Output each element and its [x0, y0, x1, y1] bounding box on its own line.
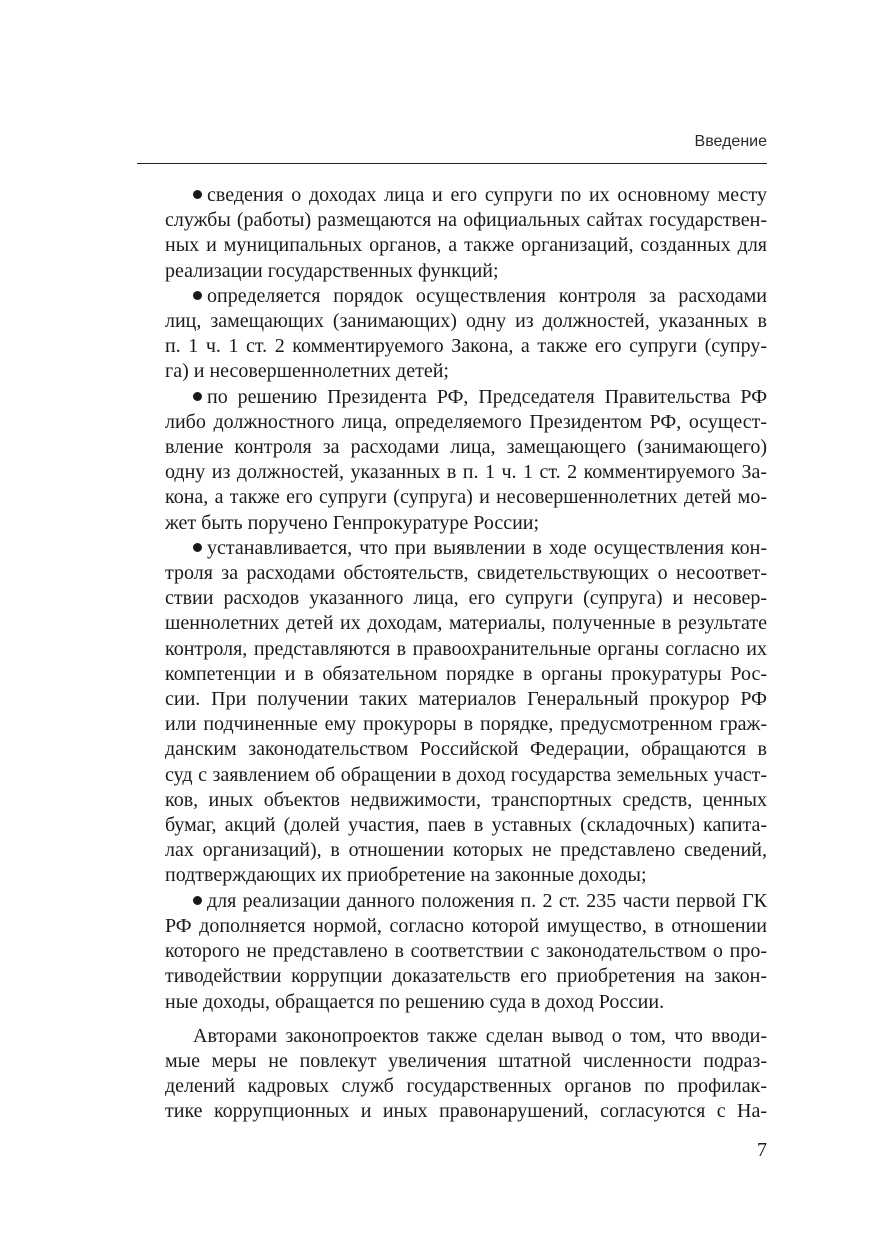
text-line: ные доходы, обращается по решению суда в доход России.	[165, 990, 665, 1013]
text-line: либо должностного лица, определяемого Президентом РФ, осущест-	[165, 410, 767, 433]
text-line: РФ дополняется нормой, согласно которой имущество, в отношении	[165, 914, 767, 937]
text-line: тике коррупционных и иных правонарушений, согласуются с На-	[165, 1100, 767, 1123]
bullet-icon	[193, 392, 202, 401]
text-line: для реализации данного положения п. 2 ст. 235 части первой ГК	[137, 889, 767, 914]
bullet-icon	[193, 291, 202, 300]
text-line: п. 1 ч. 1 ст. 2 комментируемого Закона, а также его супруги (супру-	[165, 335, 767, 358]
text-line: подтверждающих их приобретение на законные доходы;	[165, 864, 647, 887]
bullet-icon	[193, 896, 202, 905]
text-line: компетенции и в обязательном порядке в органы прокуратуры Рос-	[165, 662, 767, 685]
bullet-paragraph	[137, 284, 767, 385]
paragraph	[137, 1024, 767, 1125]
body-text	[137, 183, 767, 1125]
page-number: 7	[757, 1139, 767, 1161]
bullet-paragraph	[137, 536, 767, 889]
text-line: лах организаций), в отношении которых не представлено сведений,	[165, 839, 767, 862]
text-line: вление контроля за расходами лица, замещающего (занимающего)	[165, 436, 767, 459]
text-line: жет быть поручено Генпрокуратуре России;	[165, 511, 540, 534]
text-line: суд с заявлением об обращении в доход государства земельных участ-	[165, 763, 767, 786]
text-line: службы (работы) размещаются на официальных сайтах государствен-	[165, 209, 767, 232]
text-line: контроля, представляются в правоохранительные органы согласно их	[165, 637, 767, 660]
text-line: бумаг, акций (долей участия, паев в уставных (складочных) капита-	[165, 814, 767, 837]
text-line: определяется порядок осуществления контроля за расходами	[137, 284, 767, 309]
text-line: Авторами законопроектов также сделан вывод о том, что вводи-	[193, 1024, 767, 1047]
bullet-paragraph	[137, 183, 767, 284]
text-line: тиводействии коррупции доказательств его приобретения на закон-	[165, 965, 767, 988]
bullet-icon	[193, 190, 202, 199]
bullet-paragraph	[137, 889, 767, 1015]
bullet-paragraph	[137, 385, 767, 536]
text-line: реализации государственных функций;	[165, 259, 499, 282]
text-line: га) и несовершеннолетних детей;	[165, 360, 449, 383]
text-line: данским законодательством Российской Федерации, обращаются в	[165, 738, 767, 761]
text-line: ных и муниципальных органов, а также организаций, созданных для	[165, 234, 767, 257]
text-line: сии. При получении таких материалов Генеральный прокурор РФ	[165, 688, 767, 711]
header-rule	[137, 163, 767, 164]
text-line: которого не представлено в соответствии с законодательством о про-	[165, 940, 767, 963]
text-line: троля за расходами обстоятельств, свидетельствующих о несоответ-	[165, 562, 767, 585]
text-line: кона, а также его супруги (супруга) и несовершеннолетних детей мо-	[165, 486, 767, 509]
text-line: сведения о доходах лица и его супруги по их основному месту	[137, 183, 767, 208]
text-line: шеннолетних детей их доходам, материалы, полученные в результате	[165, 612, 767, 635]
text-line: по решению Президента РФ, Председателя Правительства РФ	[137, 385, 767, 410]
bullet-icon	[193, 543, 202, 552]
text-line: устанавливается, что при выявлении в ходе осуществления кон-	[137, 536, 767, 561]
text-line: одну из должностей, указанных в п. 1 ч. 1 ст. 2 комментируемого За-	[165, 461, 767, 484]
running-header-title: Введение	[694, 133, 767, 150]
text-line: ков, иных объектов недвижимости, транспортных средств, ценных	[165, 788, 767, 811]
text-line: или подчиненные ему прокуроры в порядке, предусмотренном граж-	[165, 713, 767, 736]
text-line: делений кадровых служб государственных органов по профилак-	[165, 1075, 767, 1098]
text-line: ствии расходов указанного лица, его супруги (супруга) и несовер-	[165, 587, 767, 610]
text-line: лиц, замещающих (занимающих) одну из должностей, указанных в	[165, 310, 767, 333]
text-line: мые меры не повлекут увеличения штатной численности подраз-	[165, 1049, 767, 1072]
